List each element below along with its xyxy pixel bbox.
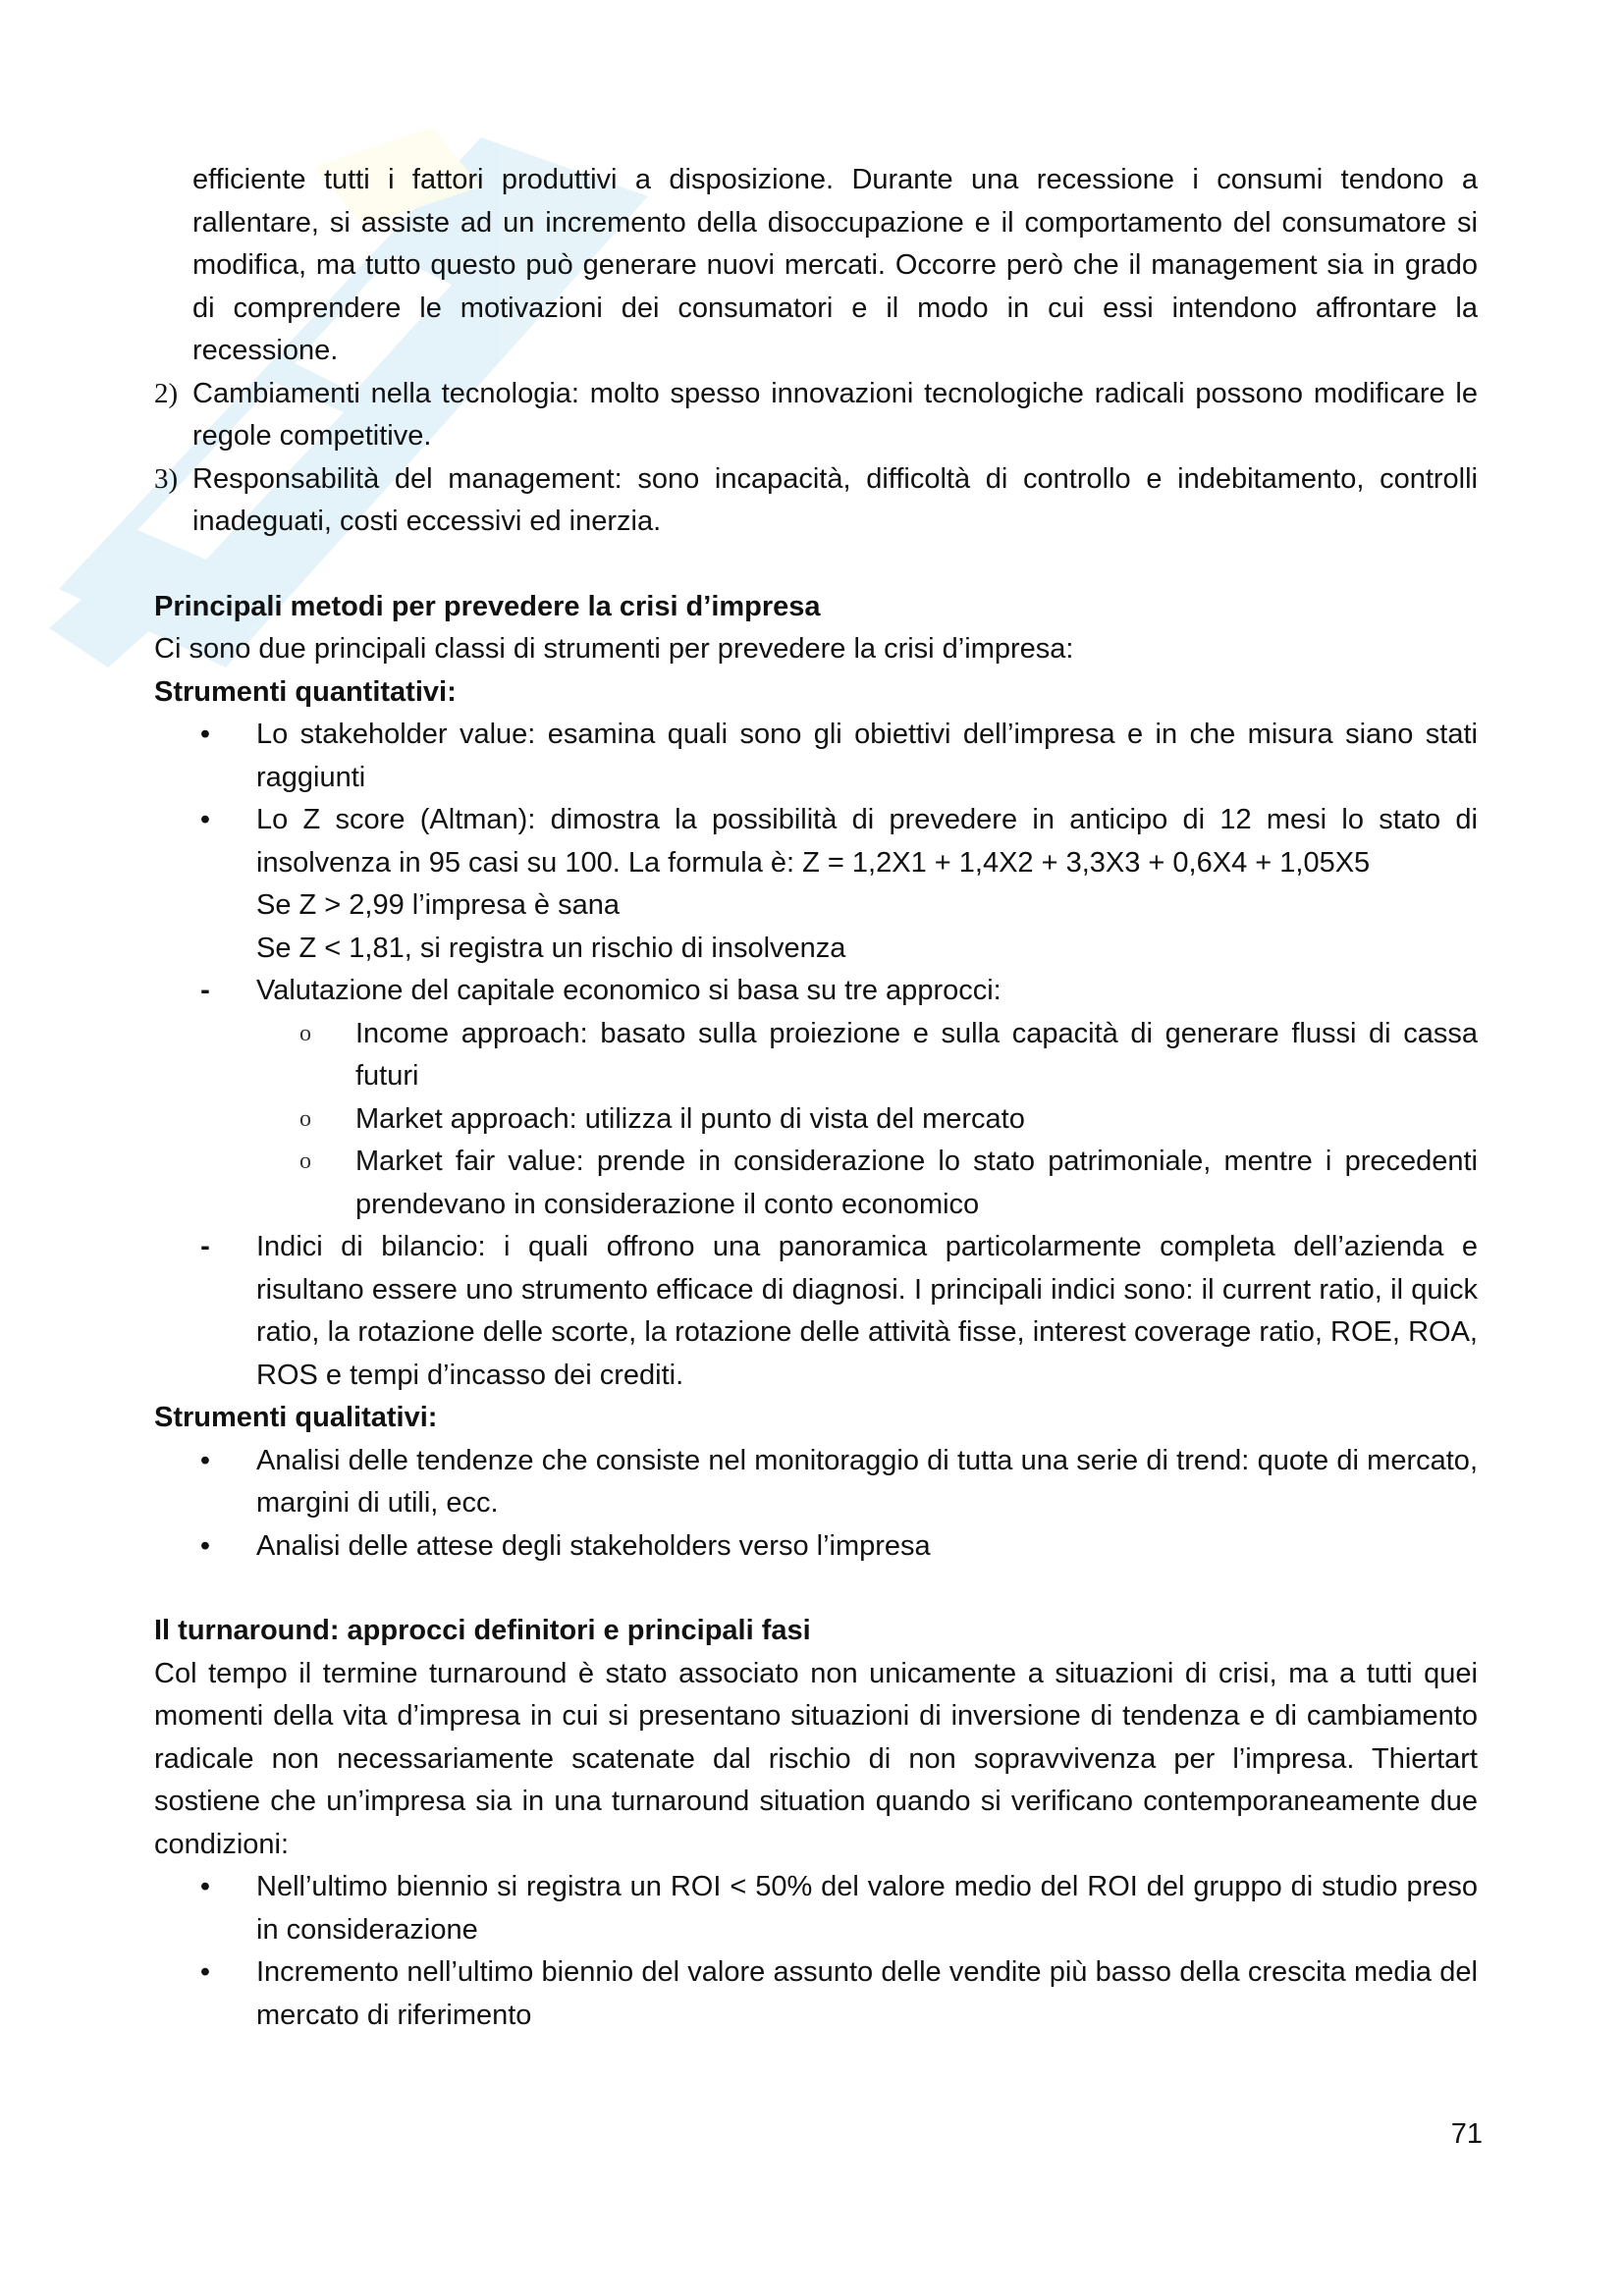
list-item-text: Analisi delle tendenze che consiste nel monitoraggio di tutta una serie di trend: quote di mercato, margini di utili, ecc.	[256, 1444, 1478, 1519]
bullet-icon: •	[199, 804, 211, 835]
list-item	[154, 714, 1478, 799]
list-item	[154, 1866, 1478, 1951]
circle-bullet-icon: o	[299, 1105, 311, 1132]
list-item	[154, 1525, 1478, 1569]
bullet-icon: •	[199, 1529, 211, 1562]
circle-bullet-icon: o	[299, 1020, 311, 1046]
dash-icon: -	[200, 1231, 210, 1262]
list-item	[154, 1951, 1478, 2037]
sub-list-item	[154, 1141, 1478, 1226]
item-number: 2)	[154, 377, 179, 409]
sub-item-text: Income approach: basato sulla proiezione e sulla capacità di generare flussi di cassa futuri	[355, 1017, 1478, 1092]
item-text: Responsabilità del management: sono incapacità, difficoltà di controllo e indebitamento, controlli inadeguati, costi eccessivi ed inerzia.	[192, 462, 1478, 537]
continuation-paragraph: efficiente tutti i fattori produttivi a disposizione. Durante una recessione i consumi tendono a rallentare, si assiste ad un incremento della disoccupazione e il comportamento del consumatore si modifica, ma tutto questo può generare nuovi mercati. Occorre però che il management sia in grado di comprendere le motivazioni dei consumatori e il modo in cui essi intendono affrontare la recessione.	[192, 164, 1478, 366]
bullet-icon: •	[199, 719, 211, 750]
turnaround-paragraph: Col tempo il termine turnaround è stato associato non unicamente a situazioni di crisi, ma a tutti quei momenti della vita d’impresa in cui si presentano situazioni di inversione di tendenza e di cambiamento radicale non necessariamente scatenate dal rischio di non sopravvivenza per l’impresa. Thiertart sostiene che un’impresa sia in una turnaround situation quando si verificano contemporaneamente due condizioni:	[154, 1657, 1478, 1860]
intro-text: Ci sono due principali classi di strumenti per prevedere la crisi d’impresa:	[154, 633, 1074, 665]
sub-list-item	[154, 1098, 1478, 1142]
z-score-threshold-low: Se Z < 1,81, si registra un rischio di insolvenza	[256, 932, 846, 964]
subheading-quantitative: Strumenti quantitativi:	[154, 675, 457, 708]
list-item-text: Valutazione del capitale economico si basa su tre approcci:	[256, 975, 1001, 1006]
list-item-text: Lo Z score (Altman): dimostra la possibilità di prevedere in anticipo di 12 mesi lo stato di insolvenza in 95 casi su 100. La formula è: Z = 1,2X1 + 1,4X2 + 3,3X3 + 0,6X4 + 1,05X5	[256, 804, 1478, 879]
spacer	[154, 544, 1478, 586]
numbered-item-2	[154, 373, 1478, 458]
circle-bullet-icon: o	[299, 1148, 311, 1174]
list-item-text: Indici di bilancio: i quali offrono una panoramica particolarmente completa dell’azienda e risultano essere uno strumento efficace di diagnosi. I principali indici sono: il current ratio, il quick ratio, la rotazione delle scorte, la rotazione delle attività fisse, interest coverage ratio, ROE, ROA, ROS e tempi d’incasso dei crediti.	[256, 1231, 1478, 1391]
z-score-threshold-high: Se Z > 2,99 l’impresa è sana	[256, 889, 620, 921]
item-number: 3)	[154, 462, 179, 495]
list-item-text: Lo stakeholder value: esamina quali sono gli obiettivi dell’impresa e in che misura siano stati raggiunti	[256, 719, 1478, 793]
list-item	[154, 799, 1478, 884]
list-item-text: Analisi delle attese degli stakeholders verso l’impresa	[256, 1529, 931, 1562]
bullet-icon: •	[199, 1444, 211, 1476]
item-text: Cambiamenti nella tecnologia: molto spesso innovazioni tecnologiche radicali possono modificare le regole competitive.	[192, 377, 1478, 452]
list-item-text: Nell’ultimo biennio si registra un ROI < 50% del valore medio del ROI del gruppo di studio preso in considerazione	[256, 1871, 1478, 1946]
subheading-qualitative: Strumenti qualitativi:	[154, 1402, 438, 1433]
section-heading-turnaround: Il turnaround: approcci definitori e principali fasi	[154, 1615, 811, 1646]
spacer	[154, 1568, 1478, 1610]
numbered-item-3	[154, 458, 1478, 544]
list-item-indices	[154, 1226, 1478, 1397]
bullet-icon: •	[199, 1956, 211, 1988]
page-number: 71	[1450, 2118, 1483, 2150]
list-item-text: Incremento nell’ultimo biennio del valore assunto delle vendite più basso della crescita media del mercato di riferimento	[256, 1956, 1478, 2031]
sub-item-text: Market fair value: prende in considerazione lo stato patrimoniale, mentre i precedenti prendevano in considerazione il conto economico	[355, 1146, 1478, 1220]
bullet-icon: •	[199, 1871, 211, 1902]
sub-item-text: Market approach: utilizza il punto di vista del mercato	[355, 1102, 1025, 1135]
dash-icon: -	[200, 975, 210, 1006]
page-content	[154, 159, 1478, 2037]
section-heading-crisis-prediction: Principali metodi per prevedere la crisi d’impresa	[154, 590, 821, 622]
list-item	[154, 1440, 1478, 1525]
sub-list-item	[154, 1013, 1478, 1098]
list-item-valuation	[154, 970, 1478, 1013]
